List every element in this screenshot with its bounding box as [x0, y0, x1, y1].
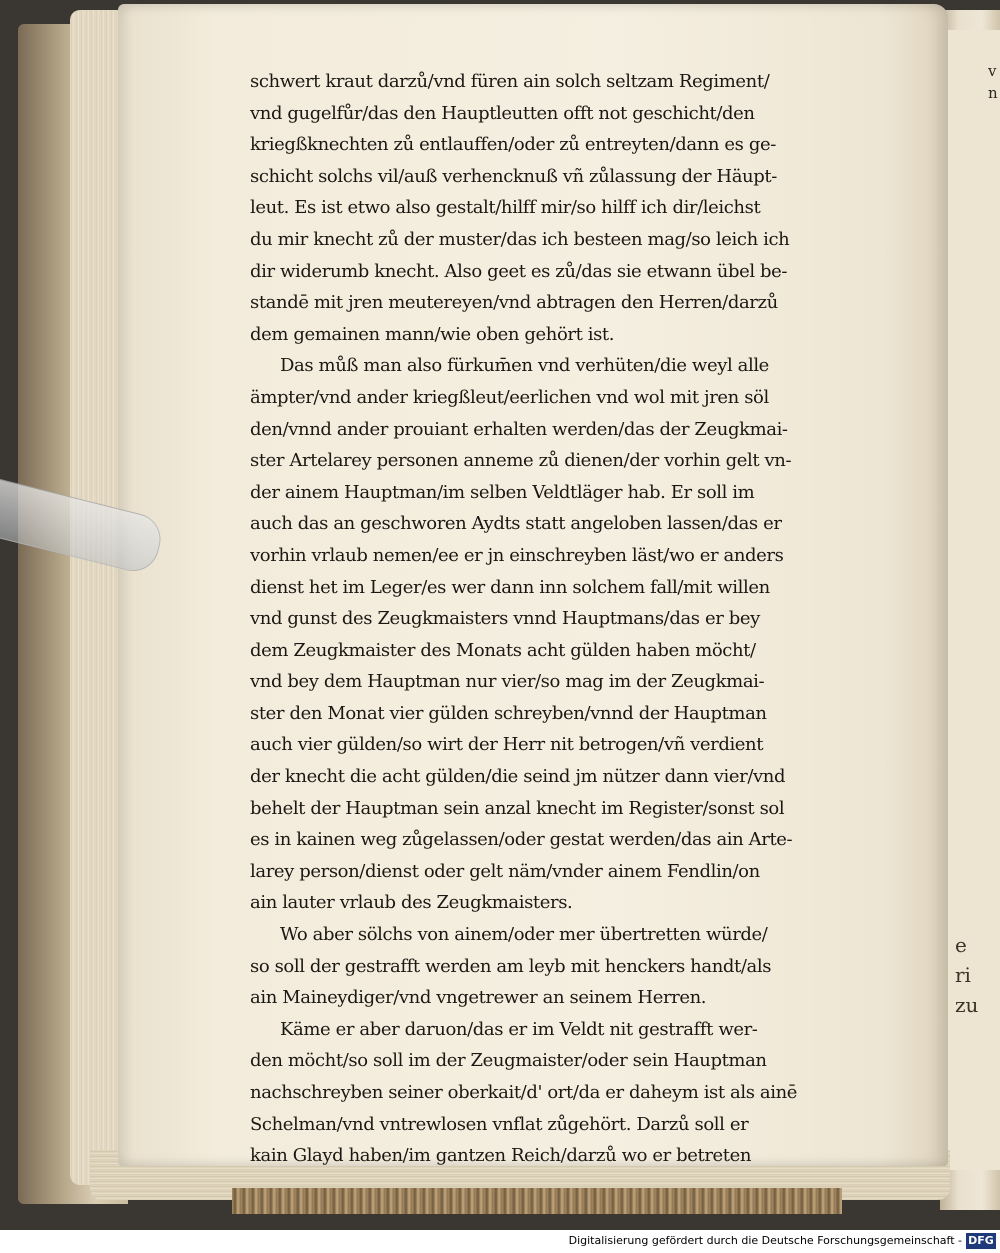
- dfg-logo: DFG: [966, 1233, 996, 1249]
- corner-glyph: v: [988, 62, 997, 80]
- text-line: behelt der Hauptman sein anzal knecht im Register/sonst sol: [250, 797, 785, 819]
- book-spine-bottom: [232, 1188, 842, 1214]
- text-line: auch vier gülden/so wirt der Herr nit betrogen/vñ verdient: [250, 734, 764, 756]
- funding-credit: Digitalisierung gefördert durch die Deutsche Forschungsgemeinschaft -: [568, 1234, 962, 1247]
- text-line: Käme er aber daruon/das er im Veldt nit gestrafft wer-: [280, 1018, 758, 1040]
- text-line: du mir knecht zů der muster/das ich besteen mag/so leich ich: [250, 228, 790, 250]
- text-line: den möcht/so soll im der Zeugmaister/oder sein Hauptman: [250, 1050, 767, 1072]
- text-line: vorhin vrlaub nemen/ee er jn einschreyben läst/wo er anders: [250, 544, 784, 566]
- text-line: ster den Monat vier gülden schreyben/vnnd der Hauptman: [250, 702, 767, 724]
- text-line: Das můß man also fürkum̄en vnd verhüten/die weyl alle: [280, 355, 769, 377]
- corner-glyph: n: [988, 84, 998, 102]
- text-line: der ainem Hauptman/im selben Veldtläger hab. Er soll im: [250, 481, 755, 503]
- text-line: ain lauter vrlaub des Zeugkmaisters.: [250, 892, 573, 914]
- text-line: es in kainen weg zůgelassen/oder gestat werden/das ain Arte-: [250, 829, 793, 851]
- margin-glyph: e: [955, 933, 967, 957]
- text-line: Wo aber sölchs von ainem/oder mer übertretten würde/: [280, 924, 768, 946]
- text-line: auch das an geschworen Aydts statt angeloben lassen/das er: [250, 513, 782, 535]
- text-line: schwert kraut darzů/vnd füren ain solch seltzam Regiment/: [250, 71, 770, 92]
- text-line: dem Zeugkmaister des Monats acht gülden haben möcht/: [250, 639, 756, 661]
- text-line: Schelman/vnd vntrewlosen vnflat zůgehört. Darzů soll er: [250, 1113, 749, 1135]
- text-line: der knecht die acht gülden/die seind jm nützer dann vier/vnd: [250, 766, 786, 788]
- footer-bar: [0, 1230, 1000, 1253]
- text-line: dienst het im Leger/es wer dann inn solchem fall/mit willen: [250, 576, 770, 598]
- text-line: vnd gunst des Zeugkmaisters vnnd Hauptmans/das er bey: [250, 608, 760, 630]
- text-line: den/vnnd ander prouiant erhalten werden/das der Zeugkmai-: [250, 418, 788, 440]
- text-line: dem gemainen mann/wie oben gehört ist.: [250, 323, 615, 345]
- facing-page-margin-text: [955, 930, 1000, 1020]
- text-line: ster Artelarey personen anneme zů dienen/der vorhin gelt vn-: [250, 450, 792, 472]
- text-line: larey person/dienst oder gelt näm/vnder ainem Fendlin/on: [250, 860, 760, 882]
- text-line: vnd gugelfůr/das den Hauptleutten offt not geschicht/den: [250, 102, 755, 124]
- text-line: kriegßknechten zů entlauffen/oder zů entreyten/dann es ge-: [250, 134, 776, 156]
- text-line: schicht solchs vil/auß verhencknuß vñ zůlassung der Häupt-: [250, 165, 777, 187]
- margin-glyph: zu: [955, 993, 979, 1017]
- text-line: kain Glayd haben/im gantzen Reich/darzů wo er betreten: [250, 1145, 752, 1167]
- page-text-block: [250, 66, 905, 1172]
- facing-page-corner-text: [988, 60, 1000, 110]
- text-line: ämpter/vnd ander kriegßleut/eerlichen vnd wol mit jren söl: [250, 386, 769, 408]
- text-line: so soll der gestrafft werden am leyb mit henckers handt/als: [250, 955, 772, 977]
- text-line: standē mit jren meutereyen/vnd abtragen den Herren/darzů: [250, 292, 778, 314]
- text-line: dir widerumb knecht. Also geet es zů/das sie etwann übel be-: [250, 260, 788, 282]
- text-line: ain Maineydiger/vnd vngetrewer an seinem Herren.: [250, 987, 707, 1009]
- text-line: nachschreyben seiner oberkait/d' ort/da er daheym ist als ainē: [250, 1082, 798, 1103]
- margin-glyph: ri: [955, 963, 971, 987]
- text-line: leut. Es ist etwo also gestalt/hilff mir/so hilff ich dir/leichst: [250, 197, 761, 219]
- text-line: vnd bey dem Hauptman nur vier/so mag im der Zeugkmai-: [250, 671, 765, 693]
